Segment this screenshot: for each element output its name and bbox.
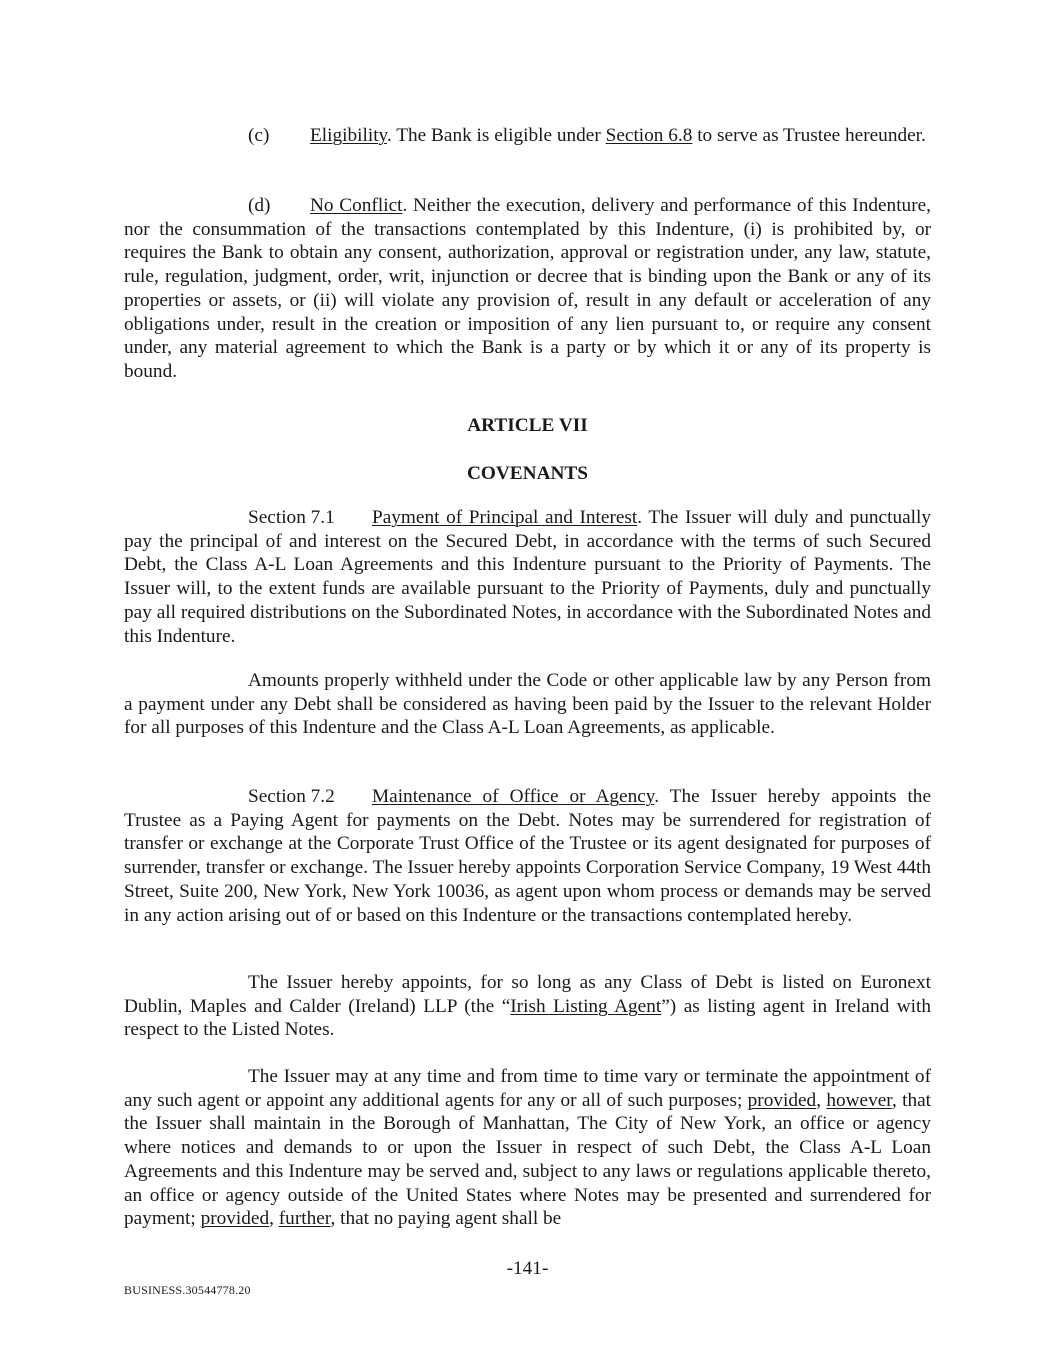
paragraph-vary-agents bbox=[124, 1065, 931, 1231]
comma-1: , bbox=[816, 1089, 827, 1111]
page-number: -141- bbox=[506, 1258, 549, 1279]
comma-2: , bbox=[269, 1208, 279, 1230]
however-term: however bbox=[826, 1089, 892, 1111]
paragraph-listing-agent bbox=[124, 971, 931, 1042]
section-7-1-text: . The Issuer will duly and punctually pay the principal of and interest on the Secured Debt, in accordance with the terms of such Secured Debt, the Class A-L Loan Agreements and this Indenture pursuant to the Priority of Payments. The Issuer will, to the extent funds are available pursuant to the Priority of Payments, duly and punctually pay all required distributions on the Subordinated Notes, in accordance with the Subordinated Notes and this Indenture. bbox=[124, 507, 931, 647]
paragraph-c-label: (c) bbox=[248, 125, 270, 146]
section-7-1-label: Section 7.1 bbox=[248, 507, 335, 528]
section-7-1-title: Payment of Principal and Interest bbox=[372, 507, 638, 528]
paragraph-c bbox=[124, 124, 931, 148]
irish-listing-agent-term: Irish Listing Agent bbox=[510, 995, 662, 1017]
paragraph-c-text-2: to serve as Trustee hereunder. bbox=[692, 125, 926, 146]
section-7-2-title: Maintenance of Office or Agency bbox=[372, 786, 655, 807]
provided-term: provided bbox=[747, 1089, 817, 1111]
section-6-8-ref: Section 6.8 bbox=[605, 125, 693, 146]
section-7-2 bbox=[124, 785, 931, 927]
section-7-2-label: Section 7.2 bbox=[248, 786, 335, 807]
article-number: ARTICLE VII bbox=[467, 415, 588, 436]
section-7-1 bbox=[124, 506, 931, 648]
paragraph-amounts bbox=[124, 669, 931, 740]
paragraph-vary-text-3: , that no paying agent shall be bbox=[330, 1208, 562, 1230]
paragraph-c-text-1: . The Bank is eligible under bbox=[386, 125, 606, 146]
document-id: BUSINESS.30544778.20 bbox=[124, 1283, 251, 1297]
paragraph-vary-text-1: The Issuer may at any time and from time to time vary or terminate the appointment of any such agent or appoint any additional agents for any or all of such purposes; bbox=[124, 1066, 931, 1111]
eligibility-title: Eligibility bbox=[310, 125, 387, 146]
section-7-2-text: . The Issuer hereby appoints the Trustee as a Paying Agent for payments on the Debt. Notes may be surrendered for registration of transfer or exchange at the Corporate Trust Office of the Trustee or its agent designated for purposes of surrender, transfer or exchange. The Issuer hereby appoints Corporation Service Company, 19 West 44th Street, Suite 200, New York, New York 10036, as agent upon whom process or demands may be served in any action arising out of or based on this Indenture or the transactions contemplated hereby. bbox=[124, 786, 932, 926]
paragraph-vary-text-2: , that the Issuer shall maintain in the Borough of Manhattan, The City of New York, an office or agency where notices and demands to or upon the Issuer in respect of such Debt, the Class A-L Loan Agreements and this Indenture may be served and, subject to any laws or regulations applicable thereto, an office or agency outside of the United States where Notes may be presented and surrendered for payment; bbox=[124, 1089, 931, 1230]
paragraph-listing-text-1: The Issuer hereby appoints, for so long as any Class of Debt is listed on Euronext Dublin, Maples and Calder (Ireland) LLP (the “ bbox=[124, 972, 931, 1017]
paragraph-d-label: (d) bbox=[248, 195, 271, 216]
paragraph-listing-text-2: ”) as listing agent in Ireland with respect to the Listed Notes. bbox=[124, 995, 931, 1041]
paragraph-d bbox=[124, 194, 931, 384]
further-term: further bbox=[278, 1208, 331, 1230]
provided-term-2: provided bbox=[200, 1208, 270, 1230]
no-conflict-title: No Conflict bbox=[310, 195, 403, 216]
article-title: COVENANTS bbox=[466, 463, 589, 484]
paragraph-d-text: . Neither the execution, delivery and performance of this Indenture, nor the consummation of the transactions contemplated by this Indenture, (i) is prohibited by, or requires the Bank to obtain any consent, authorization, approval or registration under, any law, statute, rule, regulation, judgment, order, writ, injunction or decree that is binding upon the Bank or any of its properties or assets, or (ii) will violate any provision of, result in any default or acceleration of any obligations under, result in the creation or imposition of any lien pursuant to, or require any consent under, any material agreement to which the Bank is a party or by which it or any of its property is bound. bbox=[124, 195, 931, 382]
paragraph-amounts-text: Amounts properly withheld under the Code or other applicable law by any Person from a payment under any Debt shall be considered as having been paid by the Issuer to the relevant Holder for all purposes of this Indenture and the Class A-L Loan Agreements, as applicable. bbox=[124, 670, 931, 739]
